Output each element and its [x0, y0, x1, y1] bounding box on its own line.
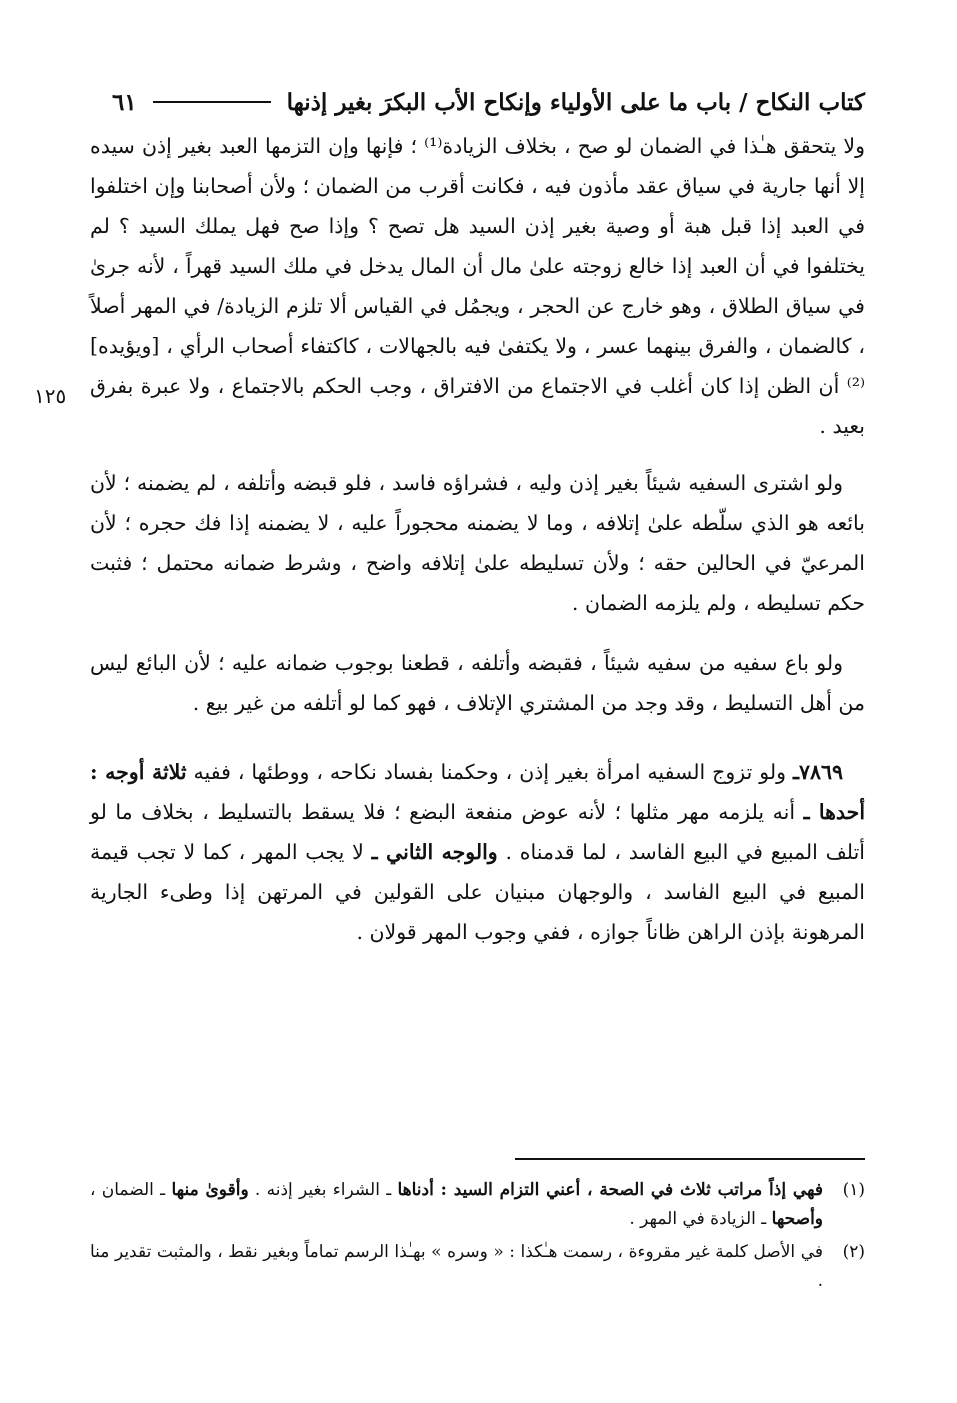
- paragraph-4-part-b: أنه يلزمه مهر مثلها ؛ لأنه عوض منفعة البضع ؛ فلا يسقط بالتسليط ، بخلاف ما لو أتلف المبيع في البيع الفاسد ، لما قدمناه .: [90, 800, 865, 864]
- paragraph-4-bold-1: ثلاثة أوجه : أحدها ـ: [90, 760, 866, 824]
- paragraph-4: [90, 752, 865, 952]
- footnote-1-bold-3: وأصحها: [771, 1209, 823, 1229]
- issue-number: ٧٨٦٩ـ: [792, 760, 843, 784]
- footnotes: [90, 1176, 865, 1300]
- header-rule: [153, 101, 271, 103]
- footnote-2: [90, 1238, 865, 1296]
- running-header: [110, 82, 865, 122]
- main-text: [90, 126, 865, 952]
- margin-page-reference: ١٢٥: [34, 384, 67, 408]
- paragraph-2: ولو اشترى السفيه شيئاً بغير إذن وليه ، فشراؤه فاسد ، فلو قبضه وأتلفه ، لم يضمنه ؛ لأن بائعه هو الذي سلّطه علىٰ إتلافه ، وما لا يضمنه محجوراً عليه ، لا يضمنه إذا فك حجره ؛ لأن المرعيّ في الحالين حقه ؛ ولأن تسليطه علىٰ إتلافه واضح ، وشرط ضمانه محتمل ؛ فثبت حكم تسليطه ، ولم يلزمه الضمان .: [90, 471, 865, 615]
- footnote-number: (٢): [842, 1242, 865, 1262]
- footnote-1: [90, 1176, 865, 1234]
- paragraph-4-part-c: لا يجب المهر ، كما لا تجب قيمة المبيع في البيع الفاسد ، والوجهان مبنيان على القولين في المرتهن إذا وطىء الجارية المرهونة بإذن الراهن ظاناً جوازه ، ففي وجوب المهر قولان .: [90, 840, 865, 944]
- footnote-1-part-2: ـ الشراء بغير إذنه .: [248, 1180, 398, 1200]
- footnote-1-bold-2: وأقوىٰ منها: [171, 1180, 249, 1200]
- footnote-1-bold-1: أدناها: [397, 1180, 434, 1200]
- page-number: ٦١: [111, 88, 137, 116]
- paragraph-3: ولو باع سفيه من سفيه شيئاً ، فقبضه وأتلفه ، قطعنا بوجوب ضمانه عليه ؛ لأن البائع ليس من أهل التسليط ، وقد وجد من المشتري الإتلاف ، فهو كما لو أتلفه من غير بيع .: [90, 651, 865, 715]
- paragraph-4-part-a: ولو تزوج السفيه امرأة بغير إذن ، وحكمنا بفساد نكاحه ، ووطئها ، ففيه: [186, 760, 793, 784]
- paragraph-4-bold-2: والوجه الثاني ـ: [371, 840, 498, 864]
- header-title: كتاب النكاح / باب ما على الأولياء وإنكاح الأب البكرَ بغير إذنها: [286, 88, 865, 116]
- footnote-text: [90, 1176, 823, 1234]
- footnote-1-part-4: ـ الزيادة في المهر .: [629, 1209, 772, 1229]
- footnote-text: في الأصل كلمة غير مقروءة ، رسمت هـٰكذا : « وسره » بهـٰذا الرسم تماماً وبغير نقط ، والمثبت تقدير منا .: [90, 1242, 823, 1291]
- footnote-1-lead: فهي إذاً مراتب ثلاث في الصحة ، أعني التزام السيد :: [433, 1180, 823, 1200]
- paragraph-1: ولا يتحقق هـٰذا في الضمان لو صح ، بخلاف الزيادة⁽¹⁾ ؛ فإنها وإن التزمها العبد بغير إذن سيده إلا أنها جارية في سياق عقد مأذون فيه ، فكانت أقرب من الضمان ؛ ولأن أصحابنا وإن اختلفوا في العبد إذا قبل هبة أو وصية بغير إذن السيد هل تصح ؟ وإذا صح فهل يملك السيد ؟ لم يختلفوا في أن العبد إذا خالع زوجته علىٰ مال أن المال يدخل في ملك السيد قهراً ، لأنه جرىٰ في سياق الطلاق ، وهو خارج عن الحجر ، ويجمُل في القياس ألا تلزم الزيادة/ في المهر أصلاً ، كالضمان ، والفرق بينهما عسر ، ولا يكتفىٰ فيه بالجهالات ، كاكتفاء أصحاب الرأي ، [ويؤيده]⁽²⁾ أن الظن إذا كان أغلب في الاجتماع من الافتراق ، وجب الحكم بالاجتماع ، ولا عبرة بفرق بعيد .: [90, 134, 865, 438]
- footnote-separator: [515, 1158, 865, 1160]
- footnote-number: (١): [842, 1180, 865, 1200]
- footnote-1-part-3: ـ الضمان ،: [90, 1180, 172, 1200]
